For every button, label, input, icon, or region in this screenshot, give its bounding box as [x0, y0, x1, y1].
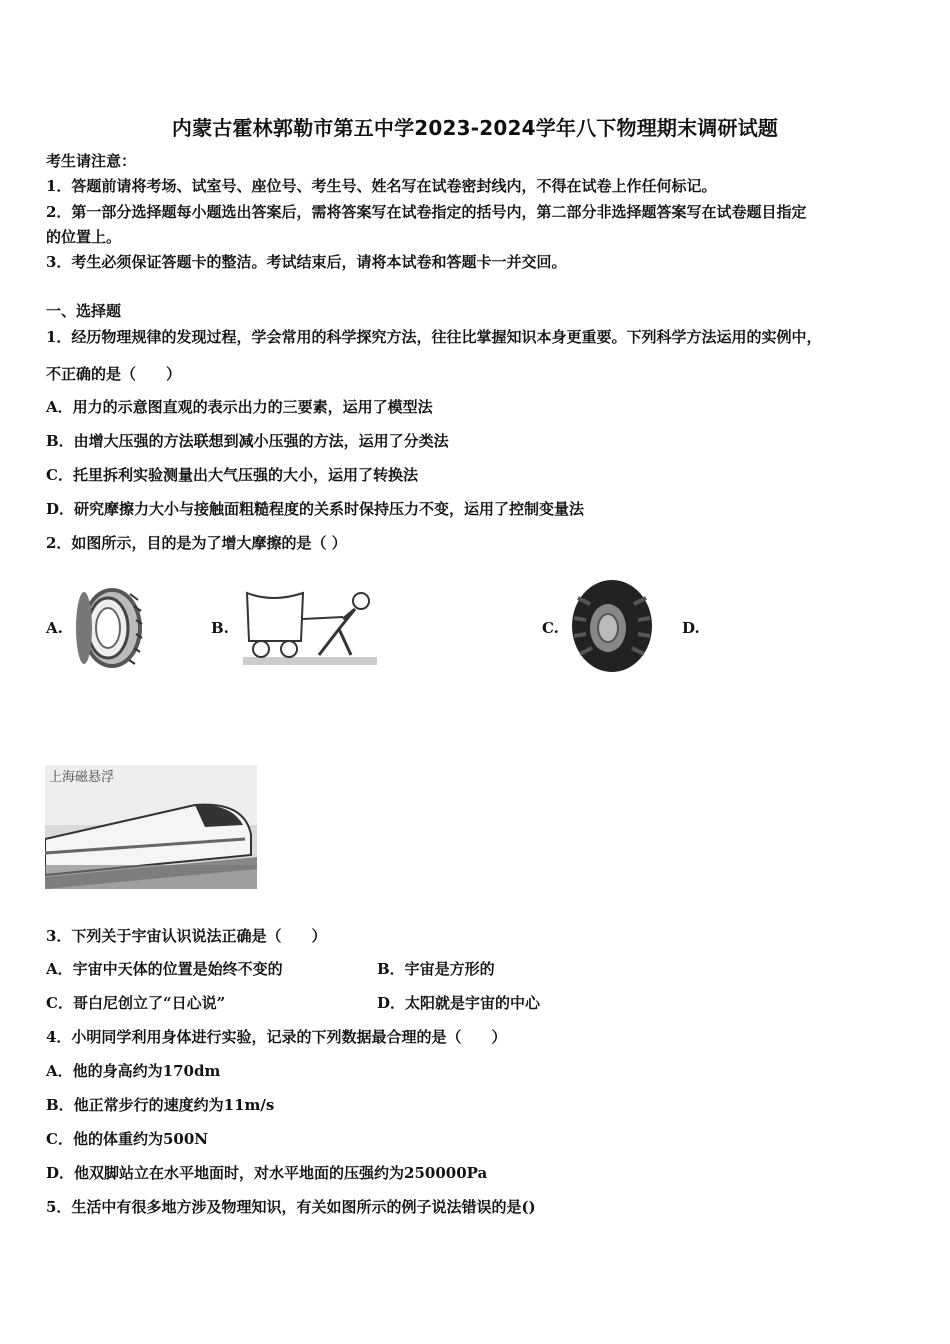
notice-line: 1．答题前请将考场、试室号、座位号、考生号、姓名写在试卷密封线内，不得在试卷上作任何标记。 — [46, 177, 717, 195]
q1-stem: 1．经历物理规律的发现过程，学会常用的科学探究方法，往往比掌握知识本身更重要。下列科学方法运用的实例中， — [46, 328, 822, 346]
q1-option-d: D．研究摩擦力大小与接触面粗糙程度的关系时保持压力不变，运用了控制变量法 — [46, 500, 585, 518]
q4-option-c: C．他的体重约为500N — [46, 1130, 208, 1148]
pushing-cart-image — [243, 585, 377, 669]
section-heading: 一、选择题 — [46, 302, 122, 320]
q1-option-c: C．托里拆利实验测量出大气压强的大小，运用了转换法 — [46, 466, 418, 484]
q3-option-d: D．太阳就是宇宙的中心 — [377, 994, 541, 1012]
q2-label-d: D. — [682, 619, 700, 637]
q2-label-b: B. — [211, 619, 229, 637]
q3-option-a: A．宇宙中天体的位置是始终不变的 — [46, 960, 283, 978]
q3-option-b: B．宇宙是方形的 — [377, 960, 495, 978]
maglev-train-image — [45, 765, 257, 889]
notice-line: 2．第一部分选择题每小题选出答案后，需将答案写在试卷指定的括号内，第二部分非选择题答案写在试卷题目指定 — [46, 203, 807, 221]
q2-label-a: A. — [46, 619, 63, 637]
q4-option-a: A．他的身高约为170dm — [46, 1062, 221, 1080]
q4-option-b: B．他正常步行的速度约为11m/s — [46, 1096, 275, 1114]
notice-line: 3．考生必须保证答题卡的整洁。考试结束后，请将本试卷和答题卡一并交回。 — [46, 253, 567, 271]
q1-option-b: B．由增大压强的方法联想到减小压强的方法，运用了分类法 — [46, 432, 449, 450]
page-title: 内蒙古霍林郭勒市第五中学2023-2024学年八下物理期末调研试题 — [171, 116, 779, 140]
q5-stem: 5．生活中有很多地方涉及物理知识，有关如图所示的例子说法错误的是() — [46, 1198, 536, 1216]
tire-image — [568, 578, 656, 674]
bearing-image — [72, 586, 144, 670]
q2-stem: 2．如图所示，目的是为了增大摩擦的是（ ） — [46, 534, 347, 552]
notice-heading: 考生请注意： — [46, 152, 137, 170]
q3-option-c: C．哥白尼创立了“日心说” — [46, 994, 226, 1012]
q4-stem: 4．小明同学利用身体进行实验，记录的下列数据最合理的是（ ） — [46, 1028, 507, 1046]
q3-stem: 3．下列关于宇宙认识说法正确是（ ） — [46, 927, 327, 945]
notice-line: 的位置上。 — [46, 228, 122, 246]
q1-option-a: A．用力的示意图直观的表示出力的三要素，运用了模型法 — [46, 398, 433, 416]
maglev-caption: 上海磁悬浮 — [49, 770, 115, 785]
q2-label-c: C. — [542, 619, 559, 637]
q4-option-d: D．他双脚站立在水平地面时，对水平地面的压强约为250000Pa — [46, 1164, 488, 1182]
q1-stem-cont: 不正确的是（ ） — [46, 365, 182, 383]
